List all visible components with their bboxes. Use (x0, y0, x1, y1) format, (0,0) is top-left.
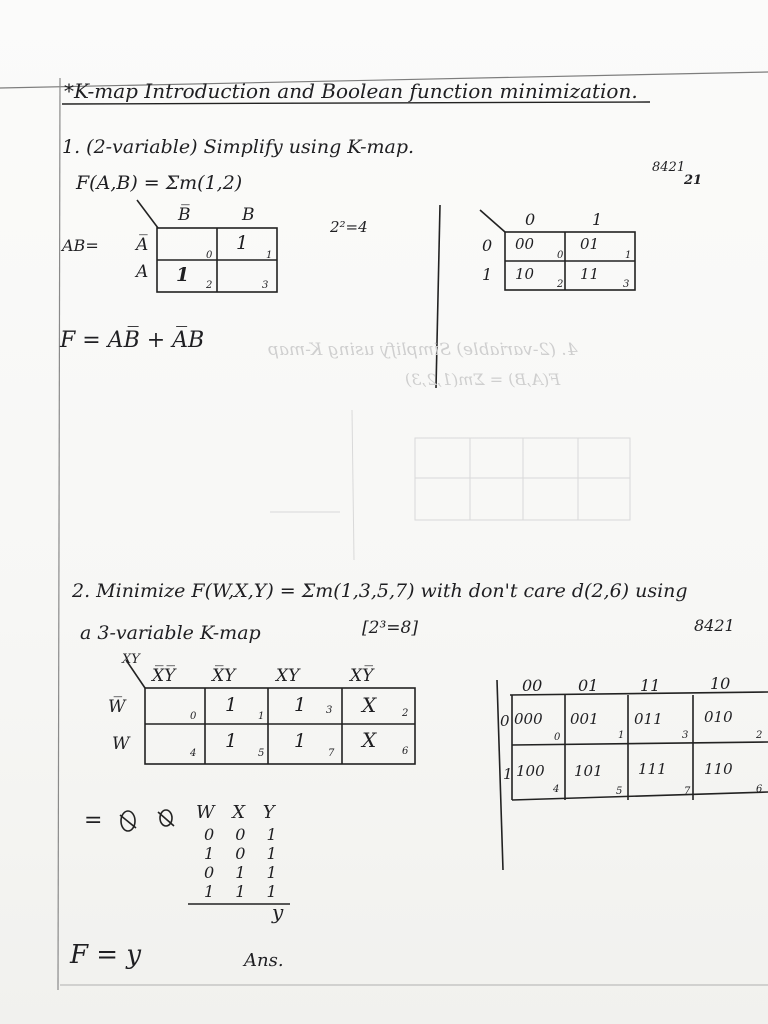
truth-table-row: 1 1 1 (204, 882, 285, 901)
q2-cell-index: 1 (258, 711, 265, 722)
q1-heading: 1. (2-variable) Simplify using K-map. (62, 136, 415, 158)
q2-binary-row-header: 1 (503, 765, 513, 783)
q2-col-header: XY̅ (350, 666, 374, 686)
q1-binary-cell-code: 01 (580, 235, 600, 253)
q1-weights-sub: 21 (684, 173, 703, 188)
q2-binary-cell-index: 4 (553, 784, 560, 795)
q1-power-note: 2²=4 (330, 218, 368, 236)
q2-binary-row-header: 0 (500, 712, 510, 730)
q1-binary-cell-index: 2 (557, 279, 564, 290)
q2-power-note: [2³=8] (362, 618, 418, 638)
q2-answer: F = y (70, 940, 142, 970)
answer-label: Ans. (244, 950, 284, 971)
q2-binary-cell-index: 7 (684, 786, 691, 797)
q1-cell-index: 3 (262, 280, 269, 291)
q2-binary-col-header: 11 (640, 676, 661, 695)
q2-subheading: a 3-variable K-map (80, 622, 261, 644)
q2-binary-cell-index: 0 (554, 732, 561, 743)
q2-row-header: W (112, 734, 130, 754)
q2-binary-cell-index: 3 (682, 730, 689, 741)
q1-row-header: A̅ (136, 235, 149, 255)
q1-row-header: A (136, 262, 149, 282)
q1-cell-value: 1 (176, 264, 190, 286)
q1-binary-row-header: 1 (482, 265, 493, 284)
bleed-through-text: 4. (2-variable) Simplify using K-map (268, 340, 578, 360)
q1-binary-cell-code: 11 (580, 265, 600, 283)
q2-col-header: XY (276, 666, 300, 686)
q2-binary-col-header: 10 (710, 674, 731, 693)
q1-cell-index: 2 (206, 280, 213, 291)
q1-cell-value: 1 (236, 232, 249, 254)
page-title: *K-map Introduction and Boolean function minimization. (64, 79, 638, 103)
q1-binary-cell-index: 3 (623, 279, 630, 290)
q1-binary-cell-index: 0 (557, 250, 564, 261)
q2-var-label: XY (122, 652, 140, 667)
q1-kmap-grid (137, 200, 277, 292)
q2-cell-value: 1 (294, 730, 307, 752)
q1-binary-col-header: 1 (592, 210, 603, 229)
q1-ab-label: AB= (62, 236, 99, 255)
q1-weights: 8421 (652, 160, 686, 175)
q2-binary-cell-code: 100 (516, 762, 545, 780)
q1-binary-col-header: 0 (525, 210, 536, 229)
q2-cell-index: 3 (326, 705, 333, 716)
q2-cell-value: X (362, 693, 377, 717)
q1-binary-row-header: 0 (482, 236, 493, 255)
q2-binary-col-header: 01 (578, 676, 599, 695)
truth-table-row: 0 0 1 (204, 825, 285, 844)
q1-binary-cell-index: 1 (625, 250, 632, 261)
q2-binary-cell-index: 1 (618, 730, 625, 741)
q2-cell-value: 1 (225, 730, 238, 752)
margin-line (58, 78, 60, 990)
q2-binary-cell-code: 000 (514, 710, 543, 728)
q1-col-header: B (242, 205, 255, 225)
q1-binary-cell-code: 10 (515, 265, 535, 283)
q2-binary-cell-index: 5 (616, 786, 623, 797)
q2-cell-index: 5 (258, 748, 265, 759)
q2-binary-cell-code: 110 (704, 760, 733, 778)
truth-table-row: 1 0 1 (204, 844, 285, 863)
q2-cell-value: 1 (225, 694, 238, 716)
q1-col-header: B̅ (178, 205, 191, 225)
q2-cell-index: 7 (328, 748, 335, 759)
q2-col-header: X̅Y (212, 666, 236, 686)
q2-weights: 8421 (694, 616, 735, 635)
q1-cell-index: 0 (206, 250, 213, 261)
q2-heading: 2. Minimize F(W,X,Y) = Σm(1,3,5,7) with don't care d(2,6) using (72, 580, 688, 602)
q2-binary-cell-index: 6 (756, 784, 763, 795)
q1-function: F(A,B) = Σm(1,2) (76, 172, 243, 194)
truth-table-header: W X Y (196, 802, 281, 823)
q1-answer: F = AB̅ + A̅B (60, 328, 205, 353)
q2-binary-cell-code: 101 (574, 762, 603, 780)
q2-binary-cell-code: 111 (638, 760, 667, 778)
q1-binary-cell-code: 00 (515, 235, 535, 253)
q1-divider (436, 205, 440, 388)
q2-cell-value: 1 (294, 694, 307, 716)
q2-binary-cell-code: 001 (570, 710, 599, 728)
q2-binary-col-header: 00 (522, 676, 543, 695)
q2-binary-cell-code: 010 (704, 708, 733, 726)
q2-cell-index: 6 (402, 746, 409, 757)
q2-cell-index: 2 (402, 708, 409, 719)
truth-table-result: y (272, 900, 284, 924)
q2-cell-index: 4 (190, 748, 197, 759)
q2-cell-value: X (362, 728, 377, 752)
bleed-through (270, 410, 630, 560)
q2-cell-index: 0 (190, 711, 197, 722)
q2-col-header: X̅Y̅ (152, 666, 176, 686)
q2-binary-cell-index: 2 (756, 730, 763, 741)
bleed-through-text: F(A,B) = Σm(1,2,3) (405, 370, 561, 389)
q1-cell-index: 1 (266, 250, 273, 261)
truth-table-row: 0 1 1 (204, 863, 285, 882)
q2-binary-cell-code: 011 (634, 710, 663, 728)
q2-row-header: W̅ (108, 697, 126, 717)
q2-equals-sign: = (84, 808, 103, 833)
